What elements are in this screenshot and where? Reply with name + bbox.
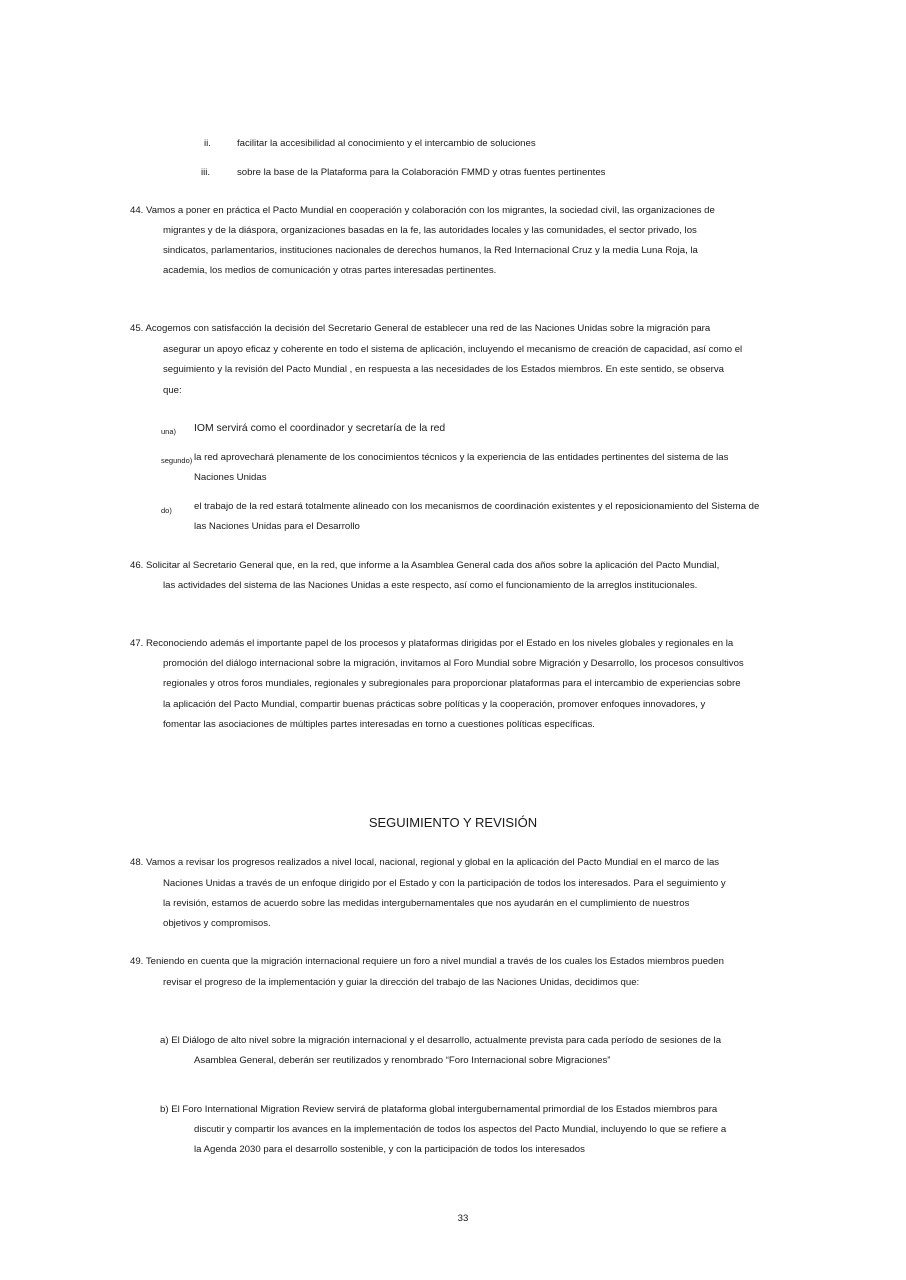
section-heading: SEGUIMIENTO Y REVISIÓN: [368, 815, 538, 830]
paragraph-line: 46. Solicitar al Secretario General que, en la red, que informe a la Asamblea General cada dos años sobre la aplicación del Pacto Mundial,: [130, 560, 720, 571]
paragraph-line: asegurar un apoyo eficaz y coherente en todo el sistema de aplicación, incluyendo el mecanismo de creación de capacidad, así como el: [163, 344, 743, 355]
list-item: IOM servirá como el coordinador y secretaría de la red: [194, 423, 446, 434]
paragraph-line: b) El Foro International Migration Review servirá de plataforma global intergubernamental primordial de los Estados miembros para: [160, 1104, 718, 1115]
paragraph-line: migrantes y de la diáspora, organizaciones basadas en la fe, las autoridades locales y las comunidades, el sector privado, los: [163, 225, 697, 236]
list-marker: segundo): [161, 456, 193, 465]
paragraph-line: las actividades del sistema de las Naciones Unidas a este respecto, así como el funcionamiento de la arreglos institucionales.: [163, 580, 698, 591]
paragraph-line: seguimiento y la revisión del Pacto Mundial , en respuesta a las necesidades de los Estados miembros. En este sentido, se observa: [163, 364, 725, 375]
paragraph-line: 47. Reconociendo además el importante papel de los procesos y plataformas dirigidas por el Estado en los niveles globales y regionales en la: [130, 638, 734, 649]
paragraph-line: 44. Vamos a poner en práctica el Pacto Mundial en cooperación y colaboración con los migrantes, la sociedad civil, las organizaciones de: [130, 205, 715, 216]
list-item: Naciones Unidas: [194, 472, 267, 483]
list-marker: ii.: [204, 138, 211, 149]
list-item: las Naciones Unidas para el Desarrollo: [194, 521, 360, 532]
list-marker: iii.: [201, 167, 211, 178]
paragraph-line: promoción del diálogo internacional sobre la migración, invitamos al Foro Mundial sobre Migración y Desarrollo, los procesos consultivos: [163, 658, 744, 669]
paragraph-line: 48. Vamos a revisar los progresos realizados a nivel local, nacional, regional y global en la aplicación del Pacto Mundial en el marco de las: [130, 857, 720, 868]
paragraph-line: regionales y otros foros mundiales, regionales y subregionales para proporcionar plataformas para el intercambio de experiencias sobre: [163, 678, 741, 689]
paragraph-line: Naciones Unidas a través de un enfoque dirigido por el Estado y con la participación de todos los interesados. Para el seguimiento y: [163, 878, 726, 889]
paragraph-line: objetivos y compromisos.: [163, 918, 271, 929]
paragraph-line: la revisión, estamos de acuerdo sobre las medidas intergubernamentales que nos ayudarán en el cumplimiento de nuestros: [163, 898, 690, 909]
paragraph-line: discutir y compartir los avances en la implementación de todos los aspectos del Pacto Mundial, incluyendo lo que se refiere a: [194, 1124, 727, 1135]
list-marker: do): [161, 506, 172, 515]
paragraph-line: revisar el progreso de la implementación y guiar la dirección del trabajo de las Naciones Unidas, decidimos que:: [163, 977, 640, 988]
paragraph-line: la Agenda 2030 para el desarrollo sostenible, y con la participación de todos los interesados: [194, 1144, 585, 1155]
paragraph-line: la aplicación del Pacto Mundial, compartir buenas prácticas sobre políticas y la cooperación, promover enfoques innovadores, y: [163, 699, 706, 710]
list-item: el trabajo de la red estará totalmente alineado con los mecanismos de coordinación existentes y el reposicionamiento del Sistema de: [194, 501, 760, 512]
paragraph-line: Asamblea General, deberán ser reutilizados y renombrado “Foro Internacional sobre Migraciones”: [194, 1055, 611, 1066]
paragraph-line: 45. Acogemos con satisfacción la decisión del Secretario General de establecer una red de las Naciones Unidas sobre la migración para: [130, 323, 711, 334]
paragraph-line: academia, los medios de comunicación y otras partes interesadas pertinentes.: [163, 265, 497, 276]
paragraph-line: a) El Diálogo de alto nivel sobre la migración internacional y el desarrollo, actualmente prevista para cada período de sesiones de la: [160, 1035, 722, 1046]
paragraph-line: 49. Teniendo en cuenta que la migración internacional requiere un foro a nivel mundial a través de los cuales los Estados miembros pueden: [130, 956, 724, 967]
paragraph-line: que:: [163, 385, 182, 396]
list-item: sobre la base de la Plataforma para la Colaboración FMMD y otras fuentes pertinentes: [237, 167, 606, 178]
paragraph-line: sindicatos, parlamentarios, instituciones nacionales de derechos humanos, la Red Internacional Cruz y la media Luna Roja, la: [163, 245, 698, 256]
paragraph-line: fomentar las asociaciones de múltiples partes interesadas en torno a cuestiones políticas específicas.: [163, 719, 595, 730]
list-item: facilitar la accesibilidad al conocimiento y el intercambio de soluciones: [237, 138, 536, 149]
page-number: 33: [457, 1213, 469, 1224]
list-marker: una): [161, 427, 177, 436]
list-item: la red aprovechará plenamente de los conocimientos técnicos y la experiencia de las entidades pertinentes del sistema de las: [194, 452, 729, 463]
